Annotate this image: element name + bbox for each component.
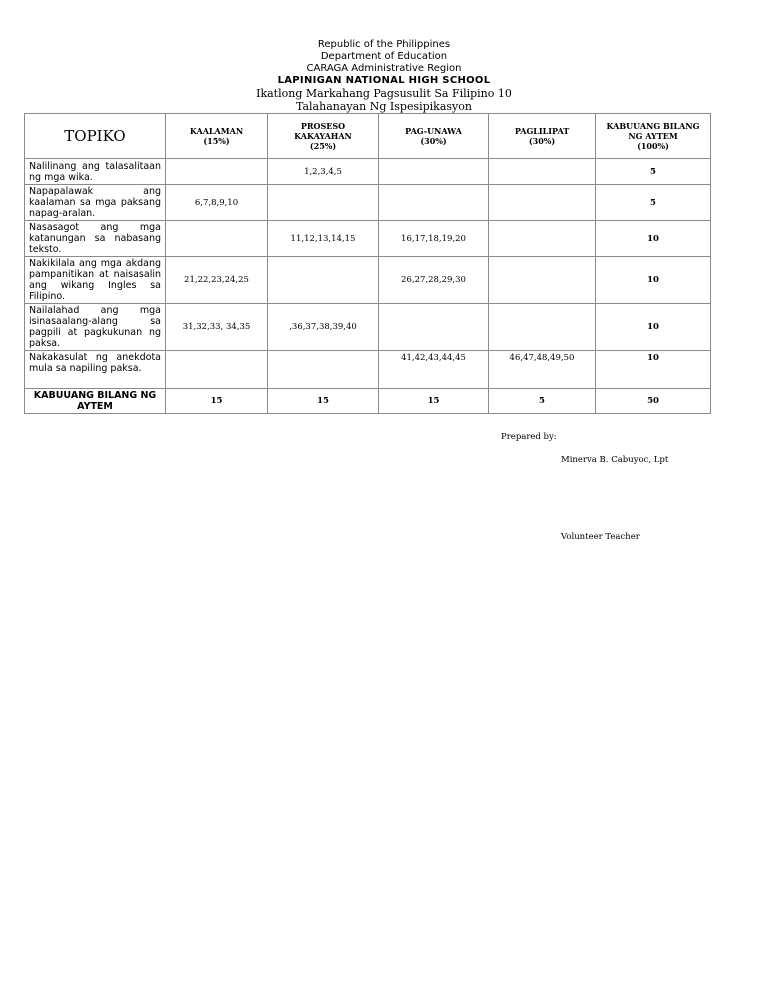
pagunawa-cell xyxy=(379,304,489,351)
paglilipat-cell: 46,47,48,49,50 xyxy=(489,351,596,389)
topic-cell: Nailalahad ang mga isinasaalang-alang sa pagpili at pagkukunan ng paksa. xyxy=(25,304,166,351)
table-row xyxy=(25,221,711,257)
header-region: CARAGA Administrative Region xyxy=(306,63,462,74)
preparer-name: Minerva B. Cabuyoc, Lpt xyxy=(561,455,669,465)
row-total-cell: 10 xyxy=(596,304,711,351)
header-school-name: LAPINIGAN NATIONAL HIGH SCHOOL xyxy=(277,75,491,86)
paglilipat-cell xyxy=(489,257,596,304)
table-row xyxy=(25,257,711,304)
kaalaman-cell xyxy=(166,221,268,257)
pagunawa-cell xyxy=(379,159,489,185)
summary-total: 50 xyxy=(596,389,711,414)
kaalaman-cell xyxy=(166,351,268,389)
row-total-cell: 5 xyxy=(596,185,711,221)
kaalaman-cell: 6,7,8,9,10 xyxy=(166,185,268,221)
proseso-cell xyxy=(268,351,379,389)
table-header-row xyxy=(25,114,711,159)
table-row xyxy=(25,304,711,351)
topic-cell: Nalilinang ang talasalitaan ng mga wika. xyxy=(25,159,166,185)
header-republic: Republic of the Philippines xyxy=(317,39,451,50)
topic-cell: Nakikilala ang mga akdang pampanitikan at naisasalin ang wikang Ingles sa Filipino. xyxy=(25,257,166,304)
paglilipat-cell xyxy=(489,159,596,185)
summary-label: KABUUANG BILANG NG AYTEM xyxy=(25,389,166,414)
header-department: Department of Education xyxy=(320,51,448,62)
preparer-role: Volunteer Teacher xyxy=(561,532,640,542)
summary-row xyxy=(25,389,711,414)
header-proseso: PROSESO KAKAYAHAN (25%) xyxy=(268,114,379,159)
row-total-cell: 10 xyxy=(596,257,711,304)
specification-table xyxy=(24,113,711,414)
header-paglilipat: PAGLILIPAT (30%) xyxy=(489,114,596,159)
table-row xyxy=(25,185,711,221)
proseso-cell xyxy=(268,185,379,221)
proseso-cell: 1,2,3,4,5 xyxy=(268,159,379,185)
exam-title: Ikatlong Markahang Pagsusulit Sa Filipino 10 xyxy=(256,87,512,100)
topic-cell: Napapalawak ang kaalaman sa mga paksang napag-aralan. xyxy=(25,185,166,221)
prepared-by-label: Prepared by: xyxy=(501,432,557,442)
paglilipat-cell xyxy=(489,304,596,351)
document-header xyxy=(0,39,768,113)
kaalaman-cell: 31,32,33, 34,35 xyxy=(166,304,268,351)
pagunawa-cell: 41,42,43,44,45 xyxy=(379,351,489,389)
table-title: Talahanayan Ng Ispesipikasyon xyxy=(296,100,472,113)
kaalaman-cell xyxy=(166,159,268,185)
row-total-cell: 10 xyxy=(596,221,711,257)
kaalaman-cell: 21,22,23,24,25 xyxy=(166,257,268,304)
paglilipat-cell xyxy=(489,221,596,257)
summary-pagunawa: 15 xyxy=(379,389,489,414)
pagunawa-cell: 26,27,28,29,30 xyxy=(379,257,489,304)
proseso-cell xyxy=(268,257,379,304)
header-pagunawa: PAG-UNAWA (30%) xyxy=(379,114,489,159)
summary-proseso: 15 xyxy=(268,389,379,414)
row-total-cell: 5 xyxy=(596,159,711,185)
paglilipat-cell xyxy=(489,185,596,221)
header-kabuuan: KABUUANG BILANG NG AYTEM (100%) xyxy=(596,114,711,159)
pagunawa-cell xyxy=(379,185,489,221)
summary-paglilipat: 5 xyxy=(489,389,596,414)
summary-kaalaman: 15 xyxy=(166,389,268,414)
pagunawa-cell: 16,17,18,19,20 xyxy=(379,221,489,257)
table-row xyxy=(25,351,711,389)
proseso-cell: ,36,37,38,39,40 xyxy=(268,304,379,351)
topic-cell: Nakakasulat ng anekdota mula sa napiling paksa. xyxy=(25,351,166,389)
header-topiko: TOPIKO xyxy=(25,114,166,159)
header-kaalaman: KAALAMAN (15%) xyxy=(166,114,268,159)
proseso-cell: 11,12,13,14,15 xyxy=(268,221,379,257)
topic-cell: Nasasagot ang mga katanungan sa nabasang teksto. xyxy=(25,221,166,257)
table-row xyxy=(25,159,711,185)
row-total-cell: 10 xyxy=(596,351,711,389)
